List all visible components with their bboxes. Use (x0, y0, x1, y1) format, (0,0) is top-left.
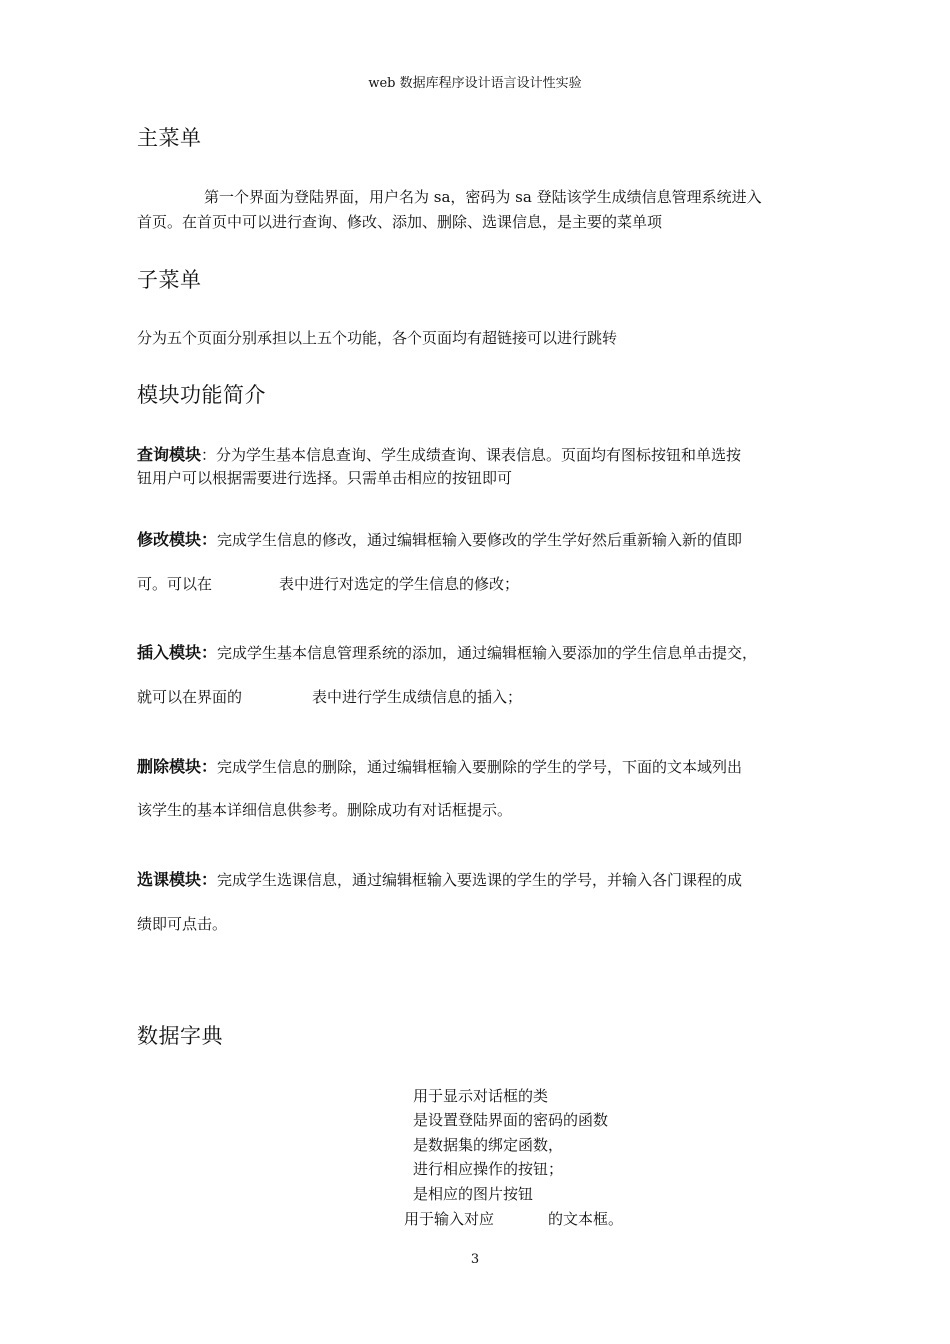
delete-module-line1 (137, 754, 742, 777)
insert-module-text1: 完成学生基本信息管理系统的添加，通过编辑框输入要添加的学生信息单击提交， (217, 644, 758, 662)
dictionary-item: 是设置登陆界面的密码的函数 (413, 1111, 609, 1129)
course-module-label: 选课模块： (137, 870, 218, 889)
dictionary-item-last-a: 用于输入对应 (404, 1210, 495, 1228)
insert-module-text2b: 表中进行学生成绩信息的插入； (312, 688, 523, 706)
section-heading-sub-menu: 子菜单 (137, 268, 202, 292)
dictionary-item: 是数据集的绑定函数， (413, 1136, 564, 1154)
main-menu-text-line2: 首页。在首页中可以进行查询、修改、添加、删除、选课信息，是主要的菜单项 (137, 213, 663, 231)
course-module-text2: 绩即可点击。 (137, 915, 228, 933)
section-heading-dictionary: 数据字典 (137, 1024, 223, 1048)
modify-module-line1 (137, 527, 742, 550)
insert-module-text2a: 就可以在界面的 (137, 688, 243, 706)
delete-module-label: 删除模块： (137, 757, 218, 776)
insert-module-label: 插入模块： (137, 643, 218, 662)
dictionary-item: 用于显示对话框的类 (413, 1087, 549, 1105)
modify-module-text2a: 可。可以在 (137, 575, 213, 593)
query-module-text1: 分为学生基本信息查询、学生成绩查询、课表信息。页面均有图标按钮和单选按 (216, 446, 742, 464)
modify-module-text2b: 表中进行对选定的学生信息的修改； (279, 575, 520, 593)
page-number: 3 (470, 1252, 480, 1267)
course-module-line1 (137, 867, 742, 890)
query-module-sep: ： (201, 446, 217, 464)
delete-module-text1: 完成学生信息的删除，通过编辑框输入要删除的学生的学号，下面的文本域列出 (217, 758, 743, 776)
dictionary-item: 进行相应操作的按钮； (413, 1160, 564, 1178)
section-heading-modules: 模块功能简介 (137, 383, 266, 407)
section-heading-main-menu: 主菜单 (137, 126, 202, 150)
main-menu-text-line1: 第一个界面为登陆界面，用户名为 sa，密码为 sa 登陆该学生成绩信息管理系统进入 (204, 188, 762, 206)
dictionary-item-last-b: 的文本框。 (548, 1210, 624, 1228)
query-module-label: 查询模块 (137, 445, 202, 464)
modify-module-text1: 完成学生信息的修改，通过编辑框输入要修改的学生学好然后重新输入新的值即 (217, 531, 743, 549)
page-header: web 数据库程序设计语言设计性实验 (368, 76, 582, 91)
dictionary-item: 是相应的图片按钮 (413, 1185, 534, 1203)
delete-module-text2: 该学生的基本详细信息供参考。删除成功有对话框提示。 (137, 801, 513, 819)
course-module-text1: 完成学生选课信息，通过编辑框输入要选课的学生的学号，并输入各门课程的成 (217, 871, 743, 889)
modify-module-label: 修改模块： (137, 530, 218, 549)
query-module-text2: 钮用户可以根据需要进行选择。只需单击相应的按钮即可 (137, 469, 513, 487)
insert-module-line1 (137, 640, 757, 663)
sub-menu-text: 分为五个页面分别承担以上五个功能，各个页面均有超链接可以进行跳转 (137, 329, 618, 347)
query-module-line1 (137, 442, 741, 465)
